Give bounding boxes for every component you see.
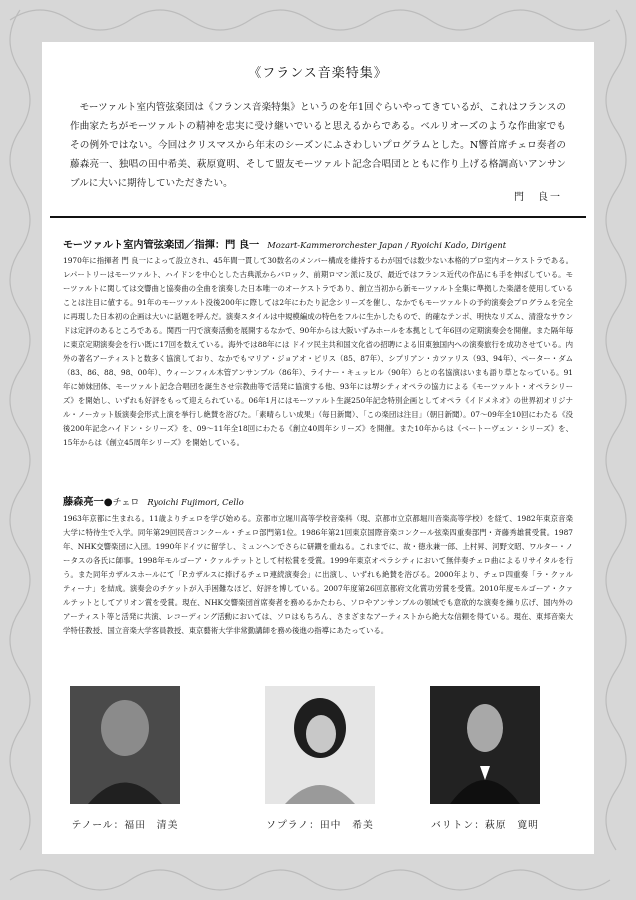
- baritone-portrait: [430, 686, 540, 804]
- singer-card-soprano: [265, 686, 375, 831]
- singer-card-tenor: [70, 686, 180, 831]
- header-signature: 門 良一: [514, 192, 562, 203]
- orchestra-title: モーツァルト室内管弦楽団／指揮：門 良一: [63, 239, 260, 251]
- cellist-title-row: [63, 495, 573, 510]
- orchestra-title-en: Mozart-Kammerorchester Japan / Ryoichi Kado, Dirigent: [267, 240, 507, 250]
- orchestra-profile: [63, 238, 573, 450]
- orchestra-title-row: [63, 238, 573, 252]
- cellist-name: 藤森亮一●: [63, 496, 113, 508]
- orchestra-body: 1970年に指揮者 門 良一によって設立され、45年間一貫して30数名のメンバー構成を維持するわが国では数少ない本格的プロ室内オーケストラである。レパートリーはモーツァルト、ハイドンを中心とした古典派からバロック、前期ロマン派に及び、最近ではフランス近代の作品にも手を伸ばしている。モーツァルトに関しては交響曲と協奏曲の全曲を演奏した日本唯一のオーケストラであり、創立当初から新モーツァルト全集に準拠した楽譜を使用していることは注目に値する。91年のモーツァルト没後200年に際しては2年にわたり記念シリーズを催し、なかでもモーツァルトの予約演奏会プログラムを完全に再現した日本初の企画は大いに話題を呼んだ。演奏スタイルは中規模編成の特色をフルに生かしたもので、的確なテンポ、明快なリズム、清澄なサウンドは定評のあるところである。関西一円で演奏活動を展開するなかで、90年からは大阪いずみホールを本拠として年6回の定期演奏会を開催。また隔年毎に東京定期演奏会を行い既に17回を数えている。海外では88年には ドイツ民主共和国文化省の招聘による旧東独国内への演奏旅行を成功させている。内外の著名アーティストと数多く協演しており、なかでもマリア・ジョアオ・ピリス（85、87年）、シプリアン・カツァリス（93、94年）、ペーター・ダム（83、86、88、98、00年）、ウィーンフィル木管アンサンブル（86年）、ライナー・キュッヒル（90年）らとの名協演はいまも語り草となっている。91年に姉妹団体、モーツァルト記念合唱団を誕生させ宗教曲等で活発に協演する他、93年には堺シティオペラの協力による《モーツァルト・オペラシリーズ》を開始し、いずれも好評をもって迎えられている。06年1月にはモーツァルト生誕250年記念特別企画としてオペラ《イドメネオ》の世界初オリジナル・ノーカット版演奏会形式上演を挙行し絶賛を浴びた。「素晴らしい成果」（毎日新聞）、「この楽団は注目」（朝日新聞）。07～09年全10回にわたる《没後200年記念ハイドン・シリーズ》を、09～11年全18回にわたる《創立40周年シリーズ》を開催。また10年からは《ベートーヴェン・シリーズ》を、15年からは《創立45周年シリーズ》を開始している。: [63, 256, 573, 447]
- cellist-profile: [63, 495, 573, 638]
- singer-photos: [60, 686, 575, 846]
- header-body: モーツァルト室内管弦楽団は《フランス音楽特集》というのを年1回ぐらいやってきているが、これはフランスの作曲家たちがモーツァルトの精神を忠実に受け継いでいると思えるからである。ベルリオーズのような作曲家でもその例外ではない。今回はクリスマスから年末のシーズンにふさわしいプログラムとした。N響首席チェロ奏者の藤森亮一、独唱の田中希美、萩原寛明、そして盟友モーツァルト記念合唱団とともに作り上げる格調高いアンサンブルに大いに期待していただきたい。: [70, 102, 566, 189]
- singer-card-baritone: [430, 686, 540, 831]
- baritone-caption: バリトン：萩原 寛明: [431, 820, 539, 831]
- cellist-body: 1963年京都に生まれる。11歳よりチェロを学び始める。京都市立堀川高等学校音楽科（現、京都市立京都堀川音楽高等学校）を経て、1982年東京音楽大学に特待生で入学。同年第29回民音コンクール・チェロ部門第1位。1986年第21回東京国際音楽コンクール弦楽四重奏部門・斉藤秀雄賞受賞。1987年、NHK交響楽団に入団。1990年ドイツに留学し、ミュンヘンでさらに研鑽を重ねる。これまでに、故・徳永兼一郎、上村昇、河野文昭、ワルター・ノータスの各氏に師事。1998年モルゴーア・クァルテットとして村松賞を受賞。1999年東京オペラシティにおいて無伴奏チェロ曲によるリサイタルを行う。また同年カザルスホールにて「P.カザルスに捧げるチェロ連続演奏会」に出演し、いずれも絶賛を浴びる。2000年より、チェロ四重奏「ラ・クァルティーナ」を結成。演奏会のチケットが入手困難なほど、好評を博している。2007年度第26回京都府文化賞功労賞を受賞。2010年度モルゴーア・クァルテットとしてアリオン賞を受賞。現在、NHK交響楽団首席奏者を務めるかたわら、ソロやアンサンブルの領域でも意欲的な演奏を繰り広げ、国内外のアーティスト等と活発に共演、レコーディング活動においては、ソロはもちろん、さまざまなアーティストから絶大な信頼を得ている。現在、東邦音楽大学特任教授、国立音楽大学客員教授、東京藝術大学非常勤講師を務め後進の指導にあたっている。: [63, 514, 573, 635]
- header-title: 《フランス音楽特集》: [248, 66, 388, 81]
- tenor-caption: テノール：福田 清美: [71, 820, 179, 831]
- cellist-name-en: Ryoichi Fujimori, Cello: [147, 497, 244, 507]
- soprano-portrait: [265, 686, 375, 804]
- cellist-instrument: チェロ: [112, 498, 140, 508]
- tenor-portrait: [70, 686, 180, 804]
- section-divider: [50, 216, 586, 218]
- header-section: [52, 48, 584, 218]
- soprano-caption: ソプラノ：田中 希美: [266, 820, 374, 831]
